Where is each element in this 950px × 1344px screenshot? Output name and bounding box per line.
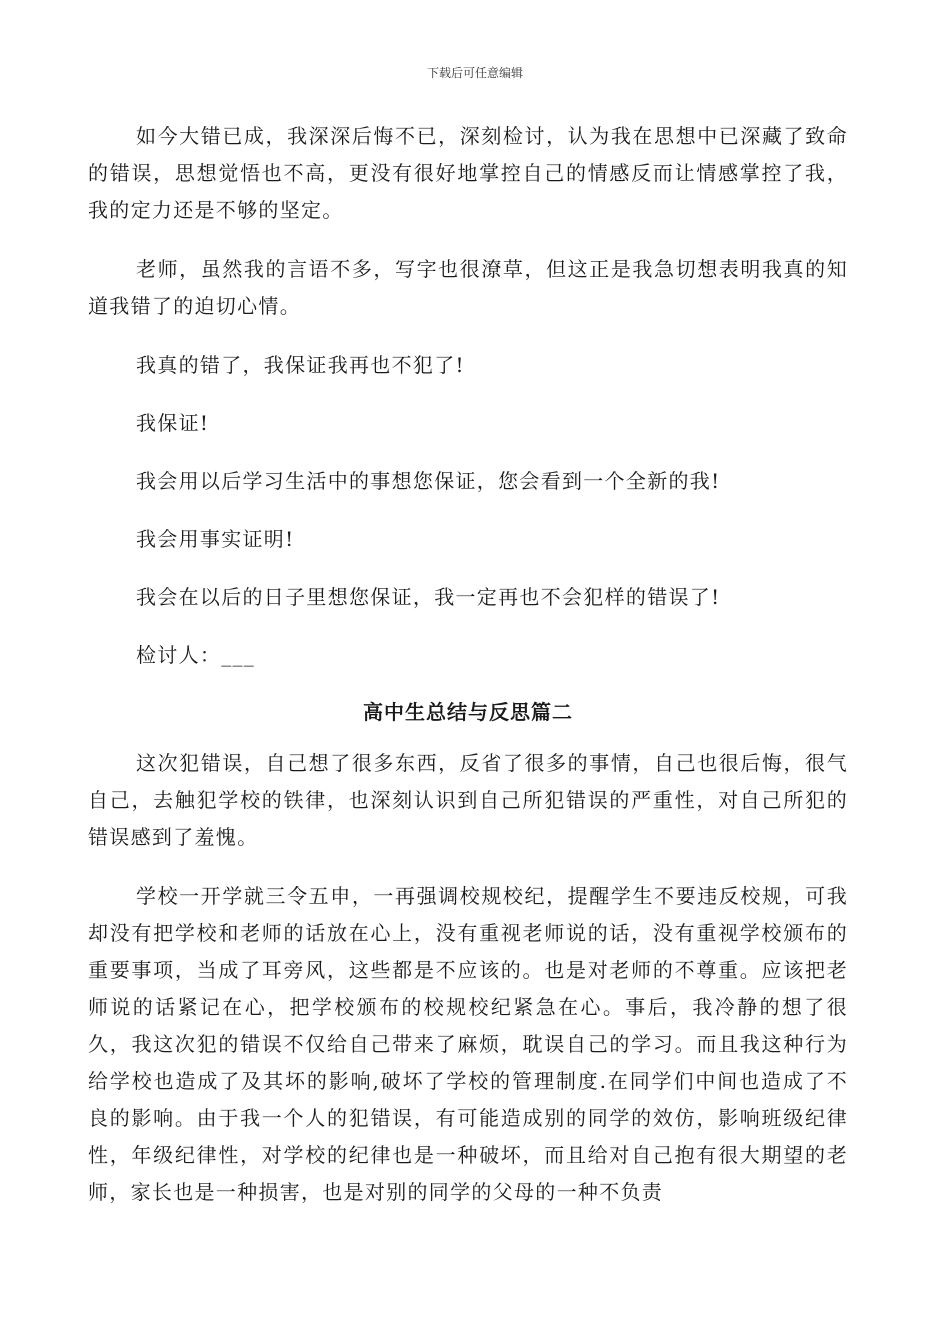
paragraph-teacher: 老师，虽然我的言语不多，写字也很潦草，但这正是我急切想表明我真的知道我错了的迫切心情。 (88, 257, 848, 318)
signature-label: 检讨人： (136, 643, 222, 667)
paragraph-promise-4: 我会用事实证明! (136, 527, 295, 551)
paragraph-promise-1: 我真的错了，我保证我再也不犯了! (136, 353, 465, 377)
paragraph-promise-5: 我会在以后的日子里想您保证，我一定再也不会犯样的错误了! (136, 585, 721, 609)
paragraph-reflection: 这次犯错误，自己想了很多东西，反省了很多的事情，自己也很后悔，很气自己，去触犯学校的铁律，也深刻认识到自己所犯错误的严重性，对自己所犯的错误感到了羞愧。 (88, 751, 848, 849)
document-body (88, 118, 848, 1211)
section-heading: 高中生总结与反思篇二 (363, 700, 573, 724)
paragraph-school-rules: 学校一开学就三令五申，一再强调校规校纪，提醒学生不要违反校规，可我却没有把学校和老师的话放在心上，没有重视老师说的话，没有重视学校颁布的重要事项，当成了耳旁风，这些都是不应该的。也是对老师的不尊重。应该把老师说的话紧记在心，把学校颁布的校规校纪紧急在心。事后，我冷静的想了很久，我这次犯的错误不仅给自己带来了麻烦，耽误自己的学习。而且我这种行为给学校也造成了及其坏的影响,破坏了学校的管理制度.在同学们中间也造成了不良的影响。由于我一个人的犯错误，有可能造成别的同学的效仿，影响班级纪律性，年级纪律性，对学校的纪律也是一种破坏，而且给对自己抱有很大期望的老师，家长也是一种损害，也是对别的同学的父母的一种不负责 (88, 884, 848, 1204)
header-note: 下载后可任意编辑 (426, 66, 523, 80)
signature-line (88, 637, 848, 674)
paragraph-promise-3: 我会用以后学习生活中的事想您保证，您会看到一个全新的我! (136, 469, 721, 493)
paragraph-promise-2: 我保证! (136, 411, 210, 435)
signature-blank: ___ (221, 643, 256, 667)
paragraph-regret: 如今大错已成，我深深后悔不已，深刻检讨，认为我在思想中已深藏了致命的错误，思想觉悟也不高，更没有很好地掌控自己的情感反而让情感掌控了我，我的定力还是不够的坚定。 (88, 124, 848, 222)
